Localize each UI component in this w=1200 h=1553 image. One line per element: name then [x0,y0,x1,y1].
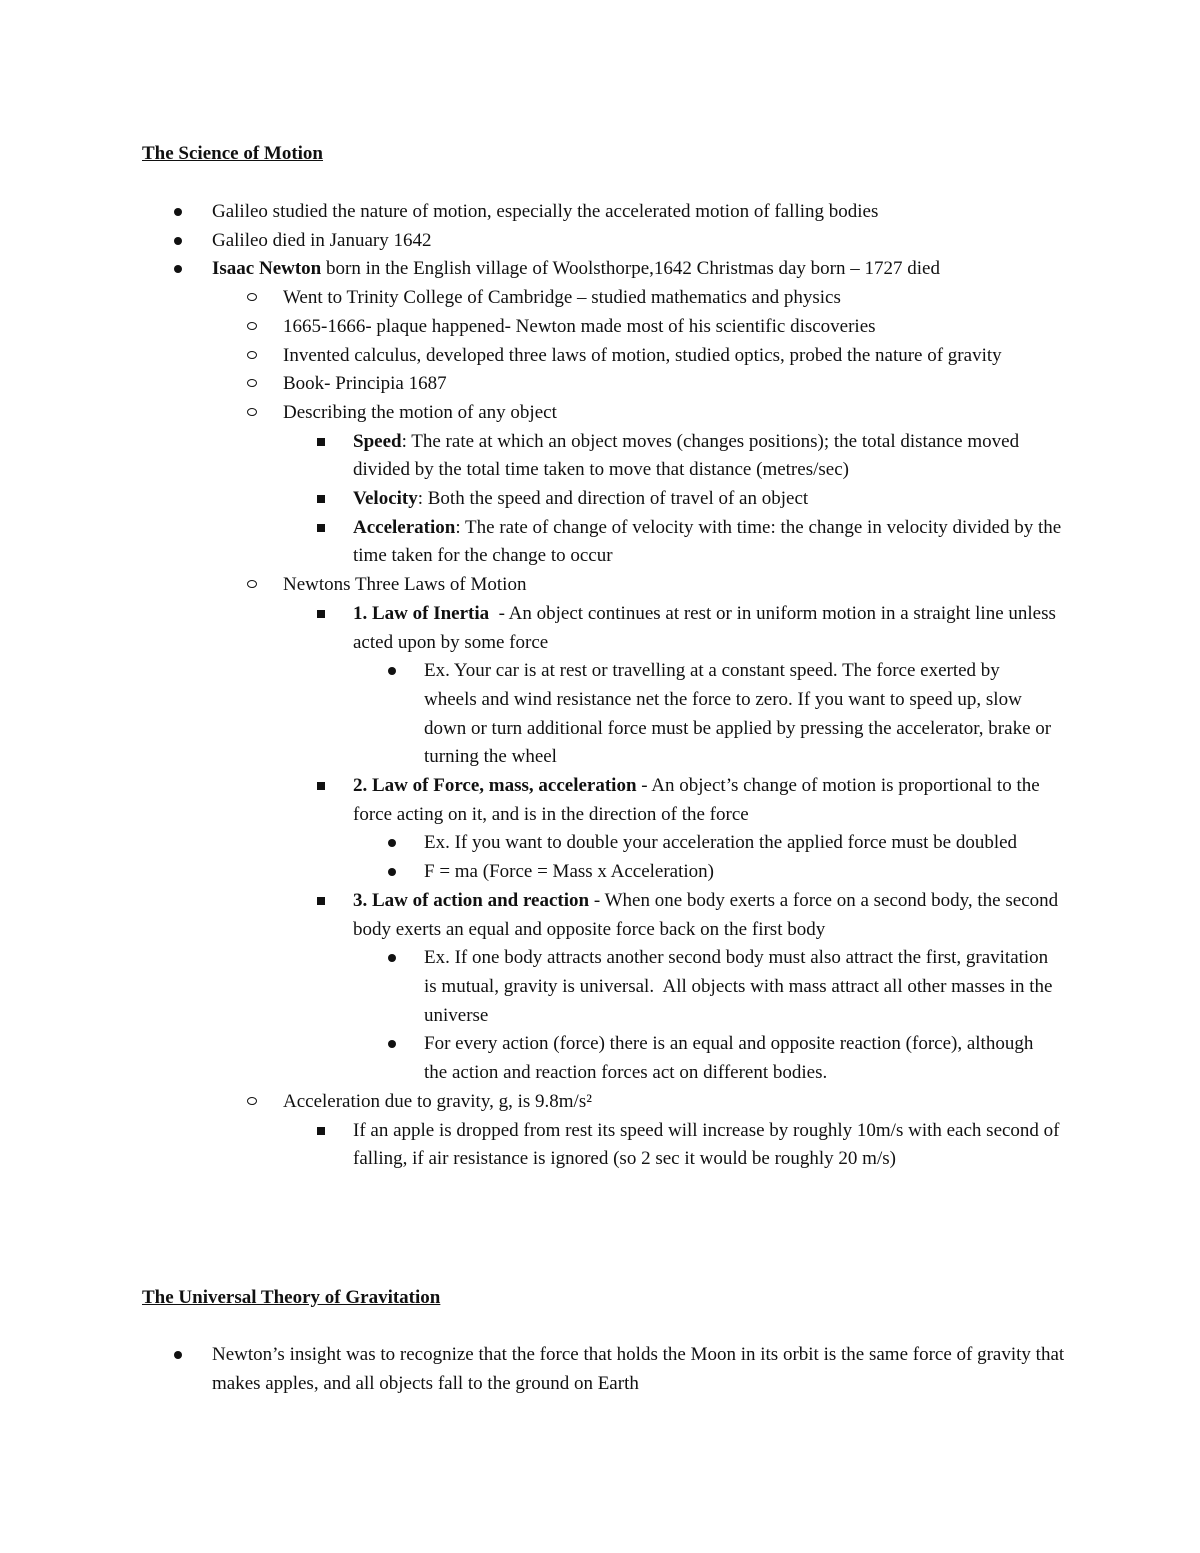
list-item: Newton’s insight was to recognize that the force that holds the Moon in its orbit is the same force of gravity that makes apples, and all objects fall to the ground on Earth [0,1341,1200,1398]
bullet-dot-icon [388,1030,396,1059]
bullet-dot-icon [174,255,182,284]
list-item: Went to Trinity College of Cambridge – studied mathematics and physics [0,284,1200,313]
bullet-dot-icon [174,227,182,256]
bullet-square-icon [317,887,325,916]
list-item: Ex. Your car is at rest or travelling at a constant speed. The force exerted by wheels and wind resistance net the force to zero. If you want to speed up, slow down or turn additional force must be applied by pressing the accelerator, brake or turning the wheel [0,657,1200,772]
bullet-ring-icon [247,313,257,342]
list-item: Galileo studied the nature of motion, especially the accelerated motion of falling bodies [0,198,1200,227]
list-item: F = ma (Force = Mass x Acceleration) [0,858,1200,887]
bullet-ring-icon [247,370,257,399]
bullet-ring-icon [247,571,257,600]
notes-list-science-of-motion [0,198,1200,1174]
term-law-of-action-reaction: 3. Law of action and reaction [353,889,590,911]
list-item: 2. Law of Force, mass, acceleration - An object’s change of motion is proportional to the force acting on it, and is in the direction of the force [0,772,1200,829]
bullet-dot-icon [174,198,182,227]
bullet-dot-icon [388,858,396,887]
list-item: Invented calculus, developed three laws of motion, studied optics, probed the nature of gravity [0,342,1200,371]
bullet-ring-icon [247,1088,257,1117]
bullet-dot-icon [388,657,396,686]
bullet-square-icon [317,428,325,457]
term-law-of-force: 2. Law of Force, mass, acceleration [353,775,637,797]
bullet-dot-icon [388,829,396,858]
list-item: 1665-1666- plaque happened- Newton made most of his scientific discoveries [0,313,1200,342]
list-item: Velocity: Both the speed and direction of travel of an object [0,485,1200,514]
list-item: Newtons Three Laws of Motion [0,571,1200,600]
notes-list-universal-gravitation [0,1341,1200,1398]
list-item: Galileo died in January 1642 [0,227,1200,256]
list-item: Acceleration: The rate of change of velocity with time: the change in velocity divided by the time taken for the change to occur [0,514,1200,571]
bullet-square-icon [317,514,325,543]
bullet-square-icon [317,772,325,801]
list-item: Ex. If one body attracts another second body must also attract the first, gravitation is mutual, gravity is universal. All objects with mass attract all other masses in the universe [0,944,1200,1030]
term-law-of-inertia: 1. Law of Inertia [353,602,490,624]
bullet-ring-icon [247,284,257,313]
list-item: Describing the motion of any object [0,399,1200,428]
list-item: 3. Law of action and reaction - When one body exerts a force on a second body, the second body exerts an equal and opposite force back on the first body [0,887,1200,944]
bullet-dot-icon [174,1341,182,1370]
bullet-square-icon [317,1117,325,1146]
term-velocity: Velocity [353,488,418,510]
bullet-ring-icon [247,399,257,428]
section-heading-science-of-motion: The Science of Motion [142,143,324,164]
list-item: 1. Law of Inertia - An object continues at rest or in uniform motion in a straight line unless acted upon by some force [0,600,1200,657]
bullet-square-icon [317,600,325,629]
bullet-ring-icon [247,342,257,371]
bullet-square-icon [317,485,325,514]
term-speed: Speed [353,430,402,452]
bullet-dot-icon [388,944,396,973]
list-item: If an apple is dropped from rest its speed will increase by roughly 10m/s with each second of falling, if air resistance is ignored (so 2 sec it would be roughly 20 m/s) [0,1117,1200,1174]
list-item: Ex. If you want to double your acceleration the applied force must be doubled [0,829,1200,858]
list-item: Acceleration due to gravity, g, is 9.8m/s² [0,1088,1200,1117]
list-item: Speed: The rate at which an object moves (changes positions); the total distance moved divided by the total time taken to move that distance (metres/sec) [0,428,1200,485]
term-isaac-newton: Isaac Newton [212,258,322,280]
section-heading-universal-theory-of-gravitation: The Universal Theory of Gravitation [142,1287,441,1308]
list-item: Isaac Newton born in the English village of Woolsthorpe,1642 Christmas day born – 1727 died [0,255,1200,284]
term-acceleration: Acceleration [353,516,456,538]
list-item: For every action (force) there is an equal and opposite reaction (force), although the action and reaction forces act on different bodies. [0,1030,1200,1087]
list-item: Book- Principia 1687 [0,370,1200,399]
